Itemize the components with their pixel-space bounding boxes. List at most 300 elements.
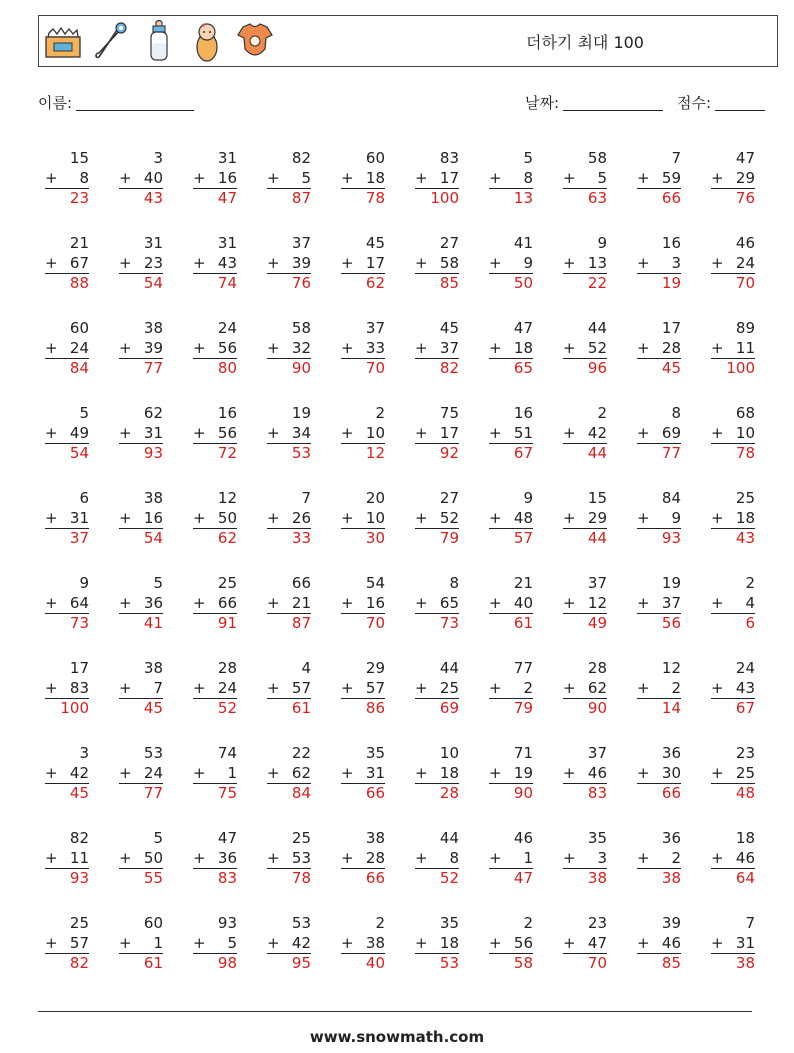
answer: 90: [291, 359, 311, 377]
plus-sign: +: [489, 508, 502, 527]
addend-1: 84: [661, 489, 681, 507]
answer: 58: [513, 954, 533, 972]
plus-sign: +: [415, 508, 428, 527]
problem: [341, 914, 385, 974]
problem: [267, 319, 311, 379]
answer: 82: [439, 359, 459, 377]
addend-1: 15: [587, 489, 607, 507]
problem: [45, 149, 89, 209]
answer: 79: [439, 529, 459, 547]
addend-2: 57: [291, 678, 311, 697]
problem: [193, 659, 237, 719]
addend-1: 36: [661, 829, 681, 847]
problem: [45, 404, 89, 464]
plus-sign: +: [45, 253, 58, 272]
answer: 84: [291, 784, 311, 802]
plus-sign: +: [711, 593, 724, 612]
problem: [489, 914, 533, 974]
addend-2: 49: [69, 423, 89, 442]
addend-2: 50: [217, 508, 237, 527]
answer: 61: [513, 614, 533, 632]
addend-2: 11: [69, 848, 89, 867]
tissue-box-icon: [43, 19, 83, 63]
addend-1: 54: [365, 574, 385, 592]
plus-sign: +: [119, 678, 132, 697]
plus-sign: +: [45, 168, 58, 187]
addend-2: 2: [671, 678, 681, 697]
problem: [45, 744, 89, 804]
answer: 70: [735, 274, 755, 292]
problem: [341, 574, 385, 634]
answer: 78: [735, 444, 755, 462]
addend-1: 2: [745, 574, 755, 592]
answer: 44: [587, 529, 607, 547]
problem: [711, 914, 755, 974]
answer: 73: [439, 614, 459, 632]
problem: [341, 489, 385, 549]
answer: 95: [291, 954, 311, 972]
addend-2: 51: [513, 423, 533, 442]
addend-1: 38: [365, 829, 385, 847]
answer: 65: [513, 359, 533, 377]
name-field: [38, 92, 194, 113]
answer: 12: [365, 444, 385, 462]
addend-1: 2: [375, 914, 385, 932]
problem: [637, 914, 681, 974]
addend-1: 45: [439, 319, 459, 337]
addend-2: 46: [587, 763, 607, 782]
answer: 43: [735, 529, 755, 547]
plus-sign: +: [267, 338, 280, 357]
addend-1: 47: [513, 319, 533, 337]
problem: [267, 404, 311, 464]
addend-1: 68: [735, 404, 755, 422]
plus-sign: +: [267, 593, 280, 612]
answer: 64: [735, 869, 755, 887]
addend-2: 46: [735, 848, 755, 867]
addend-2: 37: [439, 338, 459, 357]
plus-sign: +: [267, 168, 280, 187]
answer: 96: [587, 359, 607, 377]
problem: [711, 659, 755, 719]
addend-1: 58: [291, 319, 311, 337]
addend-1: 19: [661, 574, 681, 592]
addend-1: 38: [143, 319, 163, 337]
addend-2: 33: [365, 338, 385, 357]
addend-1: 45: [365, 234, 385, 252]
addend-2: 39: [143, 338, 163, 357]
answer: 66: [661, 189, 681, 207]
addend-1: 21: [513, 574, 533, 592]
addend-2: 39: [291, 253, 311, 272]
plus-sign: +: [711, 253, 724, 272]
addend-2: 43: [735, 678, 755, 697]
answer: 63: [587, 189, 607, 207]
problem: [563, 489, 607, 549]
addend-2: 10: [365, 508, 385, 527]
answer: 77: [661, 444, 681, 462]
answer: 13: [513, 189, 533, 207]
addend-2: 28: [661, 338, 681, 357]
problem: [415, 744, 459, 804]
answer: 57: [513, 529, 533, 547]
addend-2: 13: [587, 253, 607, 272]
problem: [341, 829, 385, 889]
name-blank[interactable]: [76, 96, 194, 111]
answer: 72: [217, 444, 237, 462]
answer: 77: [143, 359, 163, 377]
addend-1: 23: [587, 914, 607, 932]
plus-sign: +: [563, 593, 576, 612]
plus-sign: +: [341, 593, 354, 612]
addend-2: 38: [365, 933, 385, 952]
addend-1: 35: [365, 744, 385, 762]
plus-sign: +: [711, 168, 724, 187]
plus-sign: +: [267, 763, 280, 782]
addend-2: 52: [439, 508, 459, 527]
plus-sign: +: [341, 253, 354, 272]
addend-1: 53: [143, 744, 163, 762]
addend-1: 17: [69, 659, 89, 677]
plus-sign: +: [637, 338, 650, 357]
addend-1: 46: [735, 234, 755, 252]
answer: 6: [745, 614, 755, 632]
plus-sign: +: [415, 678, 428, 697]
answer: 38: [661, 869, 681, 887]
addend-2: 64: [69, 593, 89, 612]
answer: 52: [217, 699, 237, 717]
answer: 48: [735, 784, 755, 802]
addend-1: 83: [439, 149, 459, 167]
addend-2: 18: [513, 338, 533, 357]
plus-sign: +: [45, 678, 58, 697]
addend-1: 35: [587, 829, 607, 847]
addend-1: 7: [301, 489, 311, 507]
addend-2: 48: [513, 508, 533, 527]
problem: [711, 829, 755, 889]
plus-sign: +: [119, 253, 132, 272]
problem: [193, 489, 237, 549]
addend-2: 31: [143, 423, 163, 442]
plus-sign: +: [267, 678, 280, 697]
score-blank[interactable]: [715, 96, 765, 111]
answer: 88: [69, 274, 89, 292]
addend-1: 31: [143, 234, 163, 252]
problem: [637, 659, 681, 719]
plus-sign: +: [267, 848, 280, 867]
problem: [711, 234, 755, 294]
problem: [119, 149, 163, 209]
answer: 78: [365, 189, 385, 207]
icon-strip: [43, 18, 275, 64]
answer: 45: [661, 359, 681, 377]
plus-sign: +: [193, 423, 206, 442]
baby-onesie-icon: [235, 19, 275, 63]
plus-sign: +: [341, 423, 354, 442]
answer: 37: [69, 529, 89, 547]
addend-1: 16: [513, 404, 533, 422]
problem: [415, 574, 459, 634]
answer: 85: [439, 274, 459, 292]
addend-1: 15: [69, 149, 89, 167]
plus-sign: +: [489, 168, 502, 187]
answer: 79: [513, 699, 533, 717]
answer: 70: [587, 954, 607, 972]
problem: [489, 319, 533, 379]
plus-sign: +: [637, 678, 650, 697]
problem: [711, 744, 755, 804]
plus-sign: +: [193, 763, 206, 782]
addend-1: 24: [217, 319, 237, 337]
addend-2: 24: [735, 253, 755, 272]
answer: 40: [365, 954, 385, 972]
plus-sign: +: [489, 933, 502, 952]
plus-sign: +: [341, 763, 354, 782]
answer: 93: [69, 869, 89, 887]
problem: [711, 149, 755, 209]
problem: [711, 574, 755, 634]
problem: [193, 149, 237, 209]
plus-sign: +: [489, 678, 502, 697]
problem: [563, 574, 607, 634]
answer: 47: [513, 869, 533, 887]
plus-sign: +: [193, 678, 206, 697]
plus-sign: +: [489, 763, 502, 782]
plus-sign: +: [711, 763, 724, 782]
problem: [119, 489, 163, 549]
addend-2: 47: [587, 933, 607, 952]
addend-1: 39: [661, 914, 681, 932]
addend-1: 53: [291, 914, 311, 932]
addend-1: 60: [143, 914, 163, 932]
addend-2: 42: [291, 933, 311, 952]
header-box: [38, 15, 778, 67]
problem: [267, 149, 311, 209]
plus-sign: +: [193, 253, 206, 272]
answer: 14: [661, 699, 681, 717]
answer: 56: [661, 614, 681, 632]
addend-2: 19: [513, 763, 533, 782]
addend-2: 9: [523, 253, 533, 272]
problem: [415, 914, 459, 974]
problem: [119, 404, 163, 464]
addend-1: 29: [365, 659, 385, 677]
addend-2: 58: [439, 253, 459, 272]
addend-1: 58: [587, 149, 607, 167]
plus-sign: +: [193, 508, 206, 527]
addend-1: 7: [671, 149, 681, 167]
problem: [267, 744, 311, 804]
addend-2: 57: [365, 678, 385, 697]
addend-2: 40: [143, 168, 163, 187]
problem: [563, 744, 607, 804]
addend-2: 83: [69, 678, 89, 697]
addend-2: 1: [227, 763, 237, 782]
addend-1: 10: [439, 744, 459, 762]
addend-1: 93: [217, 914, 237, 932]
answer: 45: [69, 784, 89, 802]
addend-1: 9: [523, 489, 533, 507]
answer: 43: [143, 189, 163, 207]
problem: [45, 914, 89, 974]
plus-sign: +: [563, 678, 576, 697]
plus-sign: +: [193, 338, 206, 357]
plus-sign: +: [119, 508, 132, 527]
addend-1: 31: [217, 149, 237, 167]
plus-sign: +: [415, 763, 428, 782]
addend-1: 37: [365, 319, 385, 337]
addend-2: 3: [597, 848, 607, 867]
answer: 93: [661, 529, 681, 547]
plus-sign: +: [415, 423, 428, 442]
answer: 52: [439, 869, 459, 887]
problem: [45, 574, 89, 634]
answer: 66: [365, 869, 385, 887]
addend-1: 74: [217, 744, 237, 762]
plus-sign: +: [45, 848, 58, 867]
addend-2: 34: [291, 423, 311, 442]
problem: [267, 829, 311, 889]
problem: [119, 744, 163, 804]
addend-2: 16: [143, 508, 163, 527]
plus-sign: +: [711, 848, 724, 867]
plus-sign: +: [45, 508, 58, 527]
plus-sign: +: [563, 253, 576, 272]
addend-2: 9: [671, 508, 681, 527]
addend-2: 18: [439, 763, 459, 782]
addend-1: 6: [79, 489, 89, 507]
name-label: 이름:: [38, 94, 73, 112]
date-blank[interactable]: [563, 96, 663, 111]
problem: [637, 574, 681, 634]
plus-sign: +: [341, 168, 354, 187]
addend-1: 18: [735, 829, 755, 847]
problem: [193, 234, 237, 294]
plus-sign: +: [193, 168, 206, 187]
addend-2: 7: [153, 678, 163, 697]
addend-2: 24: [69, 338, 89, 357]
addend-1: 17: [661, 319, 681, 337]
addend-2: 18: [365, 168, 385, 187]
problem: [119, 574, 163, 634]
addend-1: 5: [153, 829, 163, 847]
addend-1: 41: [513, 234, 533, 252]
answer: 44: [587, 444, 607, 462]
plus-sign: +: [711, 678, 724, 697]
addend-1: 16: [217, 404, 237, 422]
addend-1: 4: [301, 659, 311, 677]
plus-sign: +: [563, 338, 576, 357]
problem: [119, 659, 163, 719]
problem: [711, 489, 755, 549]
date-field: [525, 92, 663, 113]
problem: [341, 744, 385, 804]
answer: 55: [143, 869, 163, 887]
problem: [341, 404, 385, 464]
problem: [711, 319, 755, 379]
problem: [267, 574, 311, 634]
addend-2: 42: [587, 423, 607, 442]
plus-sign: +: [563, 423, 576, 442]
problem: [45, 319, 89, 379]
date-label: 날짜:: [525, 94, 560, 112]
addend-2: 29: [587, 508, 607, 527]
problem: [489, 574, 533, 634]
problem: [45, 489, 89, 549]
addend-2: 66: [217, 593, 237, 612]
addend-1: 38: [143, 659, 163, 677]
addend-2: 69: [661, 423, 681, 442]
answer: 73: [69, 614, 89, 632]
answer: 82: [69, 954, 89, 972]
plus-sign: +: [119, 763, 132, 782]
addend-1: 66: [291, 574, 311, 592]
addend-2: 10: [735, 423, 755, 442]
addend-2: 62: [291, 763, 311, 782]
problem: [637, 829, 681, 889]
addend-1: 71: [513, 744, 533, 762]
answer: 78: [291, 869, 311, 887]
plus-sign: +: [267, 423, 280, 442]
addend-1: 12: [217, 489, 237, 507]
problem: [637, 489, 681, 549]
addend-2: 25: [439, 678, 459, 697]
plus-sign: +: [637, 423, 650, 442]
problem: [563, 149, 607, 209]
answer: 28: [439, 784, 459, 802]
answer: 41: [143, 614, 163, 632]
problem: [489, 829, 533, 889]
problem: [489, 404, 533, 464]
addend-2: 5: [227, 933, 237, 952]
baby-bottle-icon: [139, 19, 179, 63]
problem: [341, 149, 385, 209]
addend-1: 8: [449, 574, 459, 592]
problem: [637, 149, 681, 209]
addend-2: 25: [735, 763, 755, 782]
answer: 50: [513, 274, 533, 292]
problem: [637, 404, 681, 464]
problem: [489, 149, 533, 209]
answer: 70: [365, 614, 385, 632]
addend-2: 5: [597, 168, 607, 187]
plus-sign: +: [711, 338, 724, 357]
plus-sign: +: [267, 253, 280, 272]
addend-1: 37: [291, 234, 311, 252]
plus-sign: +: [45, 423, 58, 442]
problem: [637, 744, 681, 804]
plus-sign: +: [637, 508, 650, 527]
answer: 77: [143, 784, 163, 802]
answer: 76: [735, 189, 755, 207]
problem: [489, 659, 533, 719]
answer: 90: [587, 699, 607, 717]
addend-2: 16: [365, 593, 385, 612]
addend-1: 44: [587, 319, 607, 337]
addend-2: 17: [439, 423, 459, 442]
addend-1: 25: [217, 574, 237, 592]
plus-sign: +: [45, 338, 58, 357]
addend-2: 43: [217, 253, 237, 272]
addend-1: 35: [439, 914, 459, 932]
addend-1: 9: [597, 234, 607, 252]
addend-1: 28: [217, 659, 237, 677]
addend-2: 12: [587, 593, 607, 612]
addend-2: 56: [217, 423, 237, 442]
addend-2: 18: [439, 933, 459, 952]
plus-sign: +: [119, 338, 132, 357]
problem: [711, 404, 755, 464]
